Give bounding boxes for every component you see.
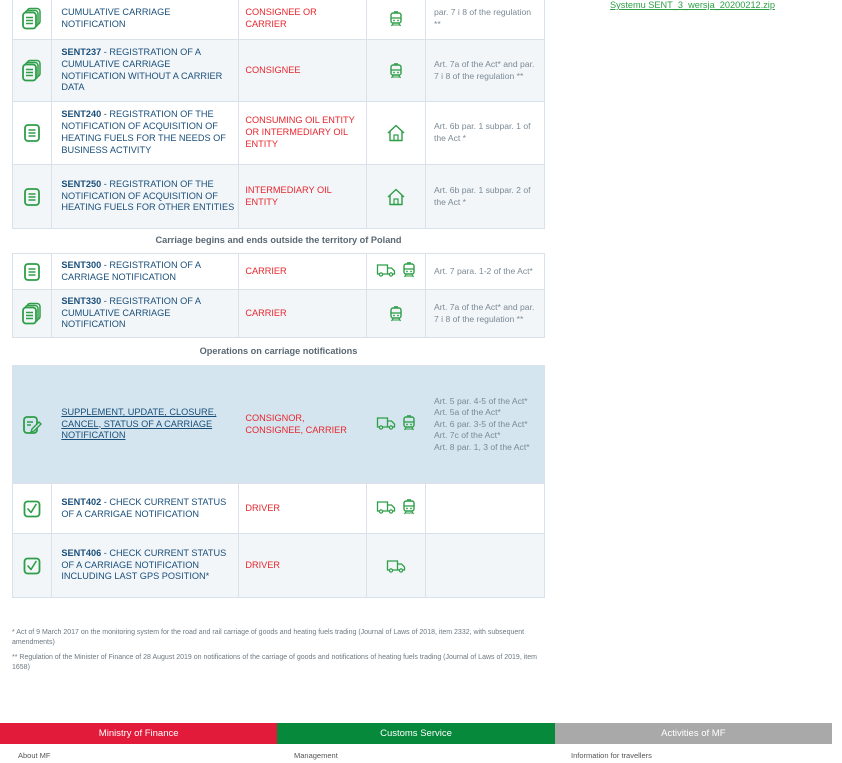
truck-icon <box>376 500 396 514</box>
supplement-update-link[interactable]: SUPPLEMENT, UPDATE, CLOSURE, CANCEL, STATUS OF A CARRIAGE NOTIFICATION <box>61 406 217 441</box>
document-icon <box>23 123 41 143</box>
truck-icon <box>376 416 396 430</box>
transport-cell <box>366 0 425 40</box>
checkbox-checked-icon <box>23 500 41 518</box>
legal-basis: Art. 7a of the Act* and par. 7 i 8 of the regulation ** <box>426 40 545 102</box>
row-icon-cell <box>13 0 52 40</box>
footer-tab-ministry[interactable]: Ministry of Finance <box>0 723 277 744</box>
role-cell: DRIVER <box>239 484 367 534</box>
document-icon <box>23 187 41 207</box>
footnotes <box>12 628 547 678</box>
table-row <box>13 366 545 484</box>
table-row <box>13 165 545 229</box>
legal-basis: Art. 7a of the Act* and par. 7 i 8 of the regulation ** <box>426 290 545 338</box>
house-icon <box>386 188 406 206</box>
service-name: SENT406 - CHECK CURRENT STATUS OF A CARRIAGE NOTIFICATION INCLUDING LAST GPS POSITION* <box>52 534 239 598</box>
train-icon <box>389 306 403 322</box>
service-name: SENT300 - REGISTRATION OF A CARRIAGE NOTIFICATION <box>52 254 239 290</box>
train-icon <box>389 63 403 79</box>
service-name: SENT250 - REGISTRATION OF THE NOTIFICATION OF ACQUISITION OF HEATING FUELS FOR OTHER ENTITIES <box>52 165 239 229</box>
footer-tab-activities[interactable]: Activities of MF <box>555 723 832 744</box>
table-row <box>13 290 545 338</box>
train-icon <box>402 415 416 431</box>
train-icon <box>402 262 416 278</box>
stacked-document-icon <box>21 7 43 31</box>
transport-cell <box>366 102 425 165</box>
legal-basis: par. 7 i 8 of the regulation ** <box>426 0 545 40</box>
table-row <box>13 534 545 598</box>
document-icon <box>23 262 41 282</box>
row-icon-cell <box>13 484 52 534</box>
stacked-document-icon <box>21 59 43 83</box>
role-cell: DRIVER <box>239 534 367 598</box>
legal-basis: Art. 6b par. 1 subpar. 2 of the Act * <box>426 165 545 229</box>
transport-cell <box>366 290 425 338</box>
role-cell: CONSIGNOR, CONSIGNEE, CARRIER <box>239 366 367 484</box>
train-icon <box>389 11 403 27</box>
truck-icon <box>376 263 396 277</box>
footer-link-travellers[interactable]: Information for travellers <box>571 751 652 760</box>
service-name: SENT240 - REGISTRATION OF THE NOTIFICATION OF ACQUISITION OF HEATING FUELS FOR THE NEEDS OF BUSINESS ACTIVITY <box>52 102 239 165</box>
role-cell: CARRIER <box>239 290 367 338</box>
legal-basis <box>426 484 545 534</box>
row-icon-cell <box>13 102 52 165</box>
footer-tab-customs[interactable]: Customs Service <box>277 723 554 744</box>
checkbox-checked-icon <box>23 557 41 575</box>
stacked-document-icon <box>21 302 43 326</box>
service-name: CUMULATIVE CARRIAGE NOTIFICATION <box>52 0 239 40</box>
edit-document-icon <box>22 415 42 435</box>
section-title: Operations on carriage notifications <box>13 338 545 366</box>
footnote-act: * Act of 9 March 2017 on the monitoring system for the road and rail carriage of goods and heating fuels trading (Journal of Laws of 2018, item 2332, with subsequent amendments) <box>12 629 525 646</box>
row-icon-cell <box>13 534 52 598</box>
section-header <box>13 229 545 254</box>
footer-link-about[interactable]: About MF <box>18 751 51 760</box>
transport-cell <box>366 534 425 598</box>
footer-link-management[interactable]: Management <box>294 751 338 760</box>
role-cell: CONSIGNEE OR CARRIER <box>239 0 367 40</box>
footnote-regulation: ** Regulation of the Minister of Finance of 28 August 2019 on notifications of the carriage of goods and notifications of heating fuels trading (Journal of Laws of 2019, item 1658) <box>12 654 537 671</box>
legal-basis: Art. 6b par. 1 subpar. 1 of the Act * <box>426 102 545 165</box>
row-icon-cell <box>13 366 52 484</box>
truck-icon <box>386 559 406 573</box>
table-row <box>13 102 545 165</box>
house-icon <box>386 124 406 142</box>
download-zip-link[interactable]: Systemu SENT_3_wersja_20200212.zip <box>610 0 775 10</box>
service-name: SENT402 - CHECK CURRENT STATUS OF A CARRIGAE NOTIFICATION <box>52 484 239 534</box>
table-row <box>13 254 545 290</box>
row-icon-cell <box>13 165 52 229</box>
row-icon-cell <box>13 40 52 102</box>
services-table <box>12 0 545 598</box>
service-name: SENT330 - REGISTRATION OF A CUMULATIVE CARRIAGE NOTIFICATION <box>52 290 239 338</box>
section-title: Carriage begins and ends outside the territory of Poland <box>13 229 545 254</box>
section-header <box>13 338 545 366</box>
table-row <box>13 484 545 534</box>
legal-basis <box>426 534 545 598</box>
role-cell: INTERMEDIARY OIL ENTITY <box>239 165 367 229</box>
row-icon-cell <box>13 290 52 338</box>
service-name: SENT237 - REGISTRATION OF A CUMULATIVE CARRIAGE NOTIFICATION WITHOUT A CARRIER DATA <box>52 40 239 102</box>
transport-cell <box>366 40 425 102</box>
service-name <box>52 366 239 484</box>
role-cell: CONSUMING OIL ENTITY OR INTERMEDIARY OIL ENTITY <box>239 102 367 165</box>
table-row <box>13 0 545 40</box>
role-cell: CONSIGNEE <box>239 40 367 102</box>
row-icon-cell <box>13 254 52 290</box>
legal-basis: Art. 7 para. 1-2 of the Act* <box>426 254 545 290</box>
table-row <box>13 40 545 102</box>
train-icon <box>402 499 416 515</box>
transport-cell <box>366 484 425 534</box>
transport-cell <box>366 254 425 290</box>
role-cell: CARRIER <box>239 254 367 290</box>
footer-bar <box>0 723 832 744</box>
transport-cell <box>366 165 425 229</box>
transport-cell <box>366 366 425 484</box>
legal-basis: Art. 5 par. 4-5 of the Act* Art. 5a of the Act* Art. 6 par. 3-5 of the Act* Art. 7c of the Act* Art. 8 par. 1, 3 of the Act* <box>426 366 545 484</box>
